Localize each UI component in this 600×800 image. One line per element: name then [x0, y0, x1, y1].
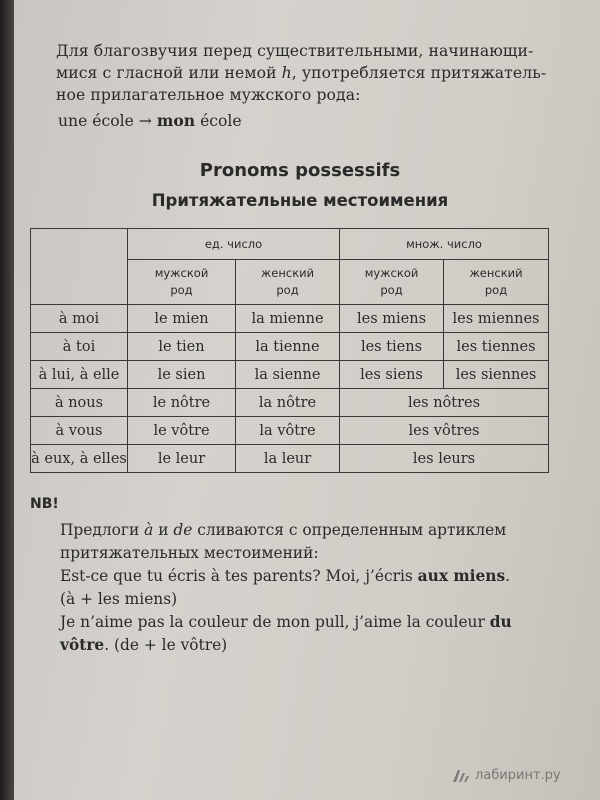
person-cell: à eux, à elles — [31, 445, 128, 473]
nb-line-6: vôtre. (de + le vôtre) — [60, 636, 228, 654]
table-row — [31, 305, 549, 333]
book-binding-edge — [0, 0, 14, 800]
singular-masculine-cell: le tien — [128, 333, 236, 361]
nb-line-3: Est-ce que tu écris à tes parents? Moi, j’écris aux miens. — [60, 567, 511, 585]
plural-common-cell: les leurs — [340, 445, 549, 473]
example-bold-word: mon — [156, 111, 196, 130]
singular-masculine-cell: le mien — [128, 305, 236, 333]
intro-paragraph — [56, 40, 566, 106]
nb-heading: NB! — [30, 496, 59, 512]
header-singular-feminine: женский род — [236, 260, 340, 305]
person-cell: à vous — [31, 417, 128, 445]
table-corner-cell — [31, 229, 128, 305]
singular-feminine-cell: la vôtre — [236, 417, 340, 445]
singular-feminine-cell: la mienne — [236, 305, 340, 333]
section-title-russian: Притяжательные местоимения — [151, 191, 449, 210]
plural-masculine-cell: les tiens — [340, 333, 444, 361]
singular-feminine-cell: la nôtre — [236, 389, 340, 417]
plural-masculine-cell: les siens — [340, 361, 444, 389]
singular-feminine-cell: la tienne — [236, 333, 340, 361]
person-cell: à toi — [31, 333, 128, 361]
watermark — [452, 768, 561, 783]
nb-line-4: (à + les miens) — [60, 590, 178, 608]
table-group-header-row — [31, 229, 549, 260]
table-row — [31, 417, 549, 445]
person-cell: à moi — [31, 305, 128, 333]
singular-feminine-cell: la sienne — [236, 361, 340, 389]
nb-paragraph — [60, 519, 560, 657]
intro-line-1: Для благозвучия перед существительными, начинающи- — [56, 42, 534, 60]
possessive-pronouns-table — [30, 228, 549, 473]
person-cell: à lui, à elle — [31, 361, 128, 389]
plural-masculine-cell: les miens — [340, 305, 444, 333]
labirint-logo-icon — [452, 769, 470, 783]
plural-common-cell: les vôtres — [340, 417, 549, 445]
table-row — [31, 361, 549, 389]
nb-line-1: Предлоги à и de сливаются с определенным артиклем — [60, 521, 507, 539]
table-row — [31, 333, 549, 361]
header-singular: ед. число — [128, 229, 340, 260]
table-row — [31, 445, 549, 473]
header-plural-feminine: женский род — [444, 260, 549, 305]
singular-masculine-cell: le sien — [128, 361, 236, 389]
plural-feminine-cell: les tiennes — [444, 333, 549, 361]
intro-line-2: мися с гласной или немой h, употребляется притяжатель- — [56, 64, 547, 82]
singular-masculine-cell: le nôtre — [128, 389, 236, 417]
nb-line-5: Je n’aime pas la couleur de mon pull, j’aime la couleur du — [60, 613, 512, 631]
intro-line-3: ное прилагательное мужского рода: — [56, 86, 361, 104]
intro-example: une école → mon école — [58, 111, 242, 130]
table-row — [31, 389, 549, 417]
header-plural-masculine: мужской род — [340, 260, 444, 305]
nb-line-2: притяжательных местоимений: — [60, 544, 319, 562]
watermark-text: лабиринт.ру — [475, 768, 561, 783]
person-cell: à nous — [31, 389, 128, 417]
singular-feminine-cell: la leur — [236, 445, 340, 473]
plural-feminine-cell: les siennes — [444, 361, 549, 389]
section-title-french: Pronoms possessifs — [199, 160, 401, 181]
singular-masculine-cell: le leur — [128, 445, 236, 473]
singular-masculine-cell: le vôtre — [128, 417, 236, 445]
header-plural: множ. число — [340, 229, 549, 260]
plural-common-cell: les nôtres — [340, 389, 549, 417]
intro-h-italic: h — [281, 64, 292, 82]
header-singular-masculine: мужской род — [128, 260, 236, 305]
plural-feminine-cell: les miennes — [444, 305, 549, 333]
